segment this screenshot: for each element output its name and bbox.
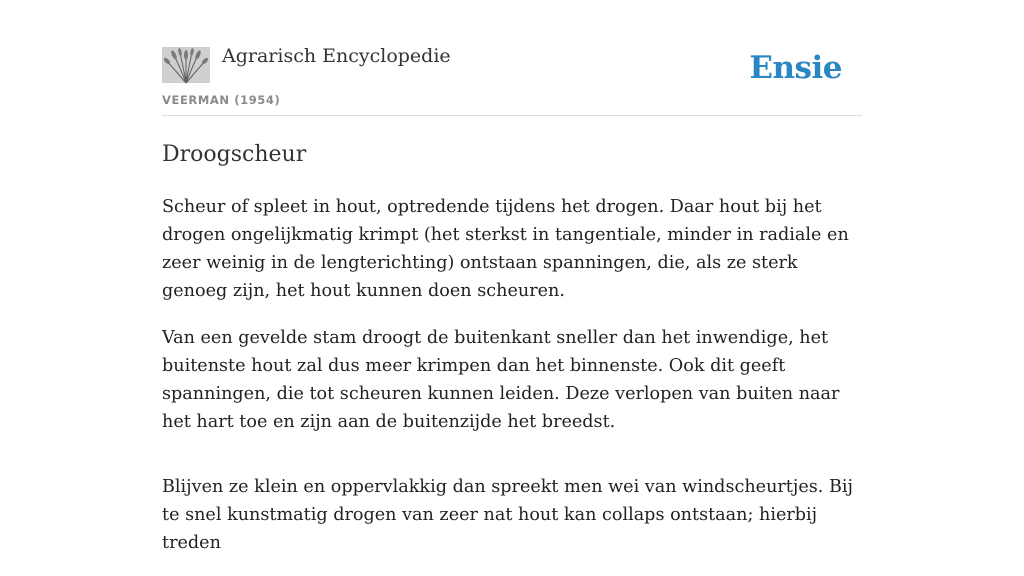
article-paragraph: Blijven ze klein en oppervlakkig dan spreekt men wei van windscheurtjes. Bij te snel kunstmatig drogen van zeer nat hout kan collaps ontstaan; hierbij treden	[162, 477, 853, 553]
article-paragraph: Van een gevelde stam droogt de buitenkant sneller dan het inwendige, het buitenste hout zal dus meer krimpen dan het binnenste. Ook dit geeft spanningen, die tot scheuren kunnen leiden. Deze verlopen van buiten naar het hart toe en zijn aan de buitenzijde het breedst.	[162, 328, 840, 432]
article-title: Droogscheur	[162, 142, 307, 167]
source-edition: VEERMAN (1954)	[162, 93, 281, 107]
source-title[interactable]: Agrarisch Encyclopedie	[222, 45, 451, 67]
article-body	[162, 193, 862, 557]
wheat-engraving-icon[interactable]	[162, 47, 210, 83]
article-paragraph: Scheur of spleet in hout, optredende tijdens het drogen. Daar hout bij het drogen ongelijkmatig krimpt (het sterkst in tangentiale, minder in radiale en zeer weinig in de lengterichting) ontstaan spanningen, die, als ze sterk genoeg zijn, het hout kunnen doen scheuren.	[162, 197, 849, 301]
ensie-logo[interactable]: Ensie	[749, 50, 842, 86]
source-header	[162, 0, 862, 116]
article-container	[162, 0, 862, 576]
